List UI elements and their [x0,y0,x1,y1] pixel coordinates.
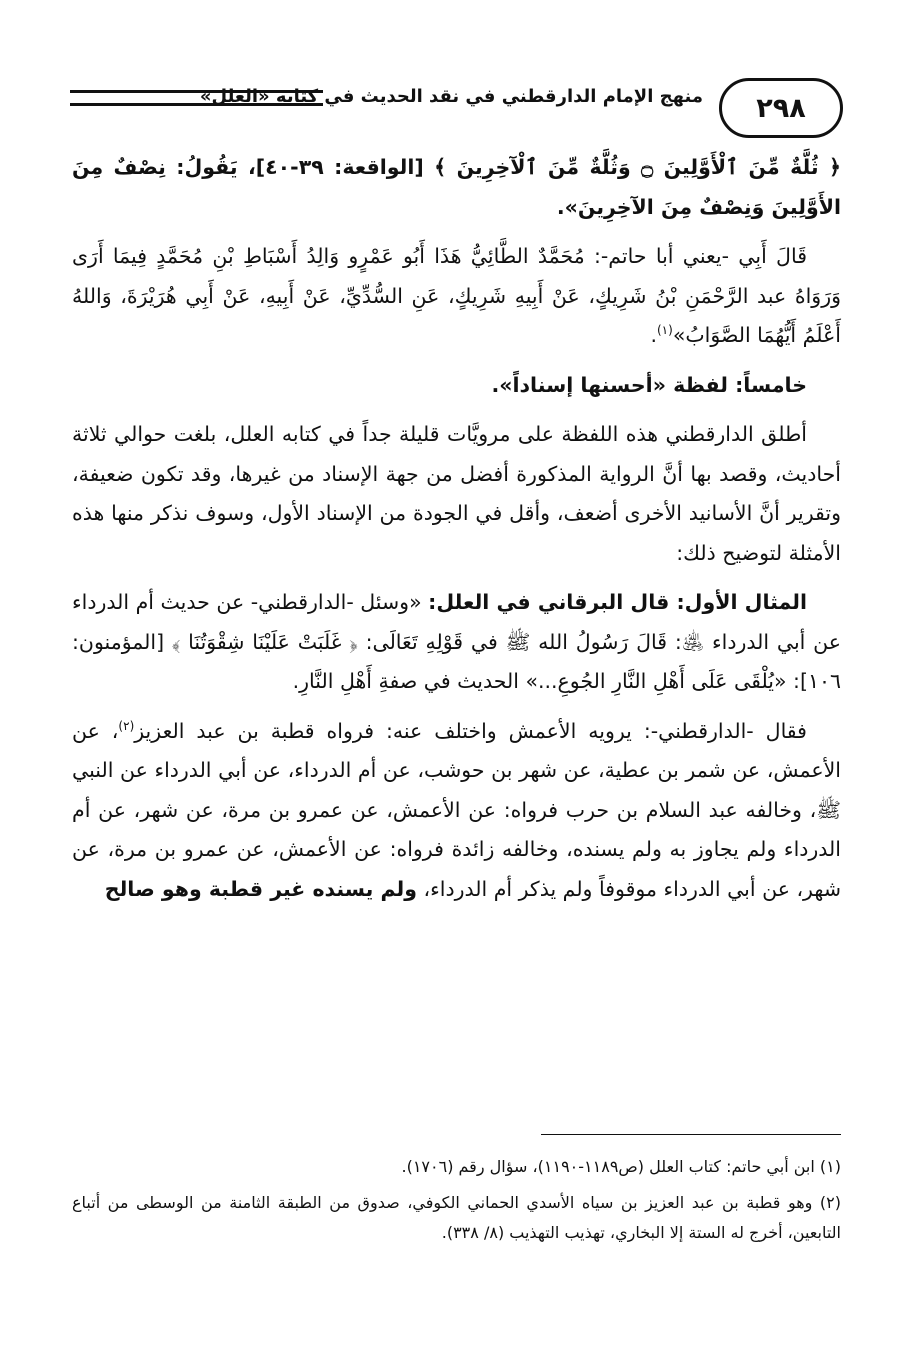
paragraph-text: ، عن الأعمش، عن شمر بن عطية، عن شهر بن حوشب، عن أم الدرداء، عن أبي الدرداء عن النبي ﷺ، وخالفه عبد السلام بن حرب فرواه: عن الأعمش، عن عمرو بن مرة، عن شهر، عن أم الدرداء ولم يجاوز به ولم يسنده، وخالفه زائدة فرواه: عن الأعمش، عن عمرو بن مرة، عن شهر، عن أبي الدرداء موقوفاً ولم يذكر أم الدرداء، [72,718,841,901]
paragraph-quran-quote [72,148,841,227]
paragraph-text: ﴿ ثُلَّةٌ مِّنَ ٱلْأَوَّلِينَ ۝ وَثُلَّةٌ مِّنَ ٱلْآخِرِينَ ﴾ [الواقعة: ٣٩-٤٠]، يَقُولُ: نِصْفٌ مِنَ الأَوَّلِينَ وَنِصْفٌ مِنَ الآخِرِينَ». [72,155,841,219]
paragraph-text: قَالَ أَبِي -يعني أبا حاتم-: مُحَمَّدٌ الطَّائِيُّ هَذَا أَبُو عَمْرٍو وَالِدُ أَسْبَاطِ بْنِ مُحَمَّدٍ فِيمَا أَرَى وَرَوَاهُ عبد الرَّحْمَنِ بْنُ شَرِيكٍ، عَنْ أَبِيهِ شَرِيكٍ، عَنِ السُّدِّيِّ، عَنْ أَبِيهِ، عَنْ أَبِي هُرَيْرَةَ، وَاللهُ أَعْلَمُ أَيُّهُمَا الصَّوَابُ» [72,244,841,347]
paragraph-end: . [650,323,657,347]
paragraph-daraqutni-answer [72,712,841,910]
running-header [70,78,843,142]
paragraph-example-one [72,583,841,702]
paragraph-intro: أطلق الدارقطني هذه اللفظة على مرويَّات قليلة جداً في كتابه العلل، بلغت حوالي ثلاثة أحاديث، وقصد بها أنَّ الرواية المذكورة أفضل من جهة الإسناد من غيرها، وقد تكون ضعيفة، وتقرير أنَّ الأسانيد الأخرى أضعف، وأقل في الجودة من الإسناد الأول، وسوف نذكر منها هذه الأمثلة لتوضيح ذلك: [72,422,841,565]
page-body [72,148,841,919]
footnote-separator [541,1134,841,1135]
footnote-2: (٢) وهو قطبة بن عبد العزيز بن سياه الأسدي الحماني الكوفي، صدوق من الطبقة الثامنة من الوسطى من أتباع التابعين، أخرج له الستة إلا البخاري، تهذيب التهذيب (٨/ ٣٣٨). [72,1193,841,1242]
page-number-badge: ٢٩٨ [719,78,843,138]
paragraph-text: فقال -الدارقطني-: يرويه الأعمش واختلف عنه: فرواه قطبة بن عبد العزيز [134,718,807,743]
paragraph-text: «وسئل -الدارقطني- عن حديث أم الدرداء عن أبي الدرداء ﵁: قَالَ رَسُولُ الله ﷺ في قَوْلِهِ تَعَالَى: ﴿ غَلَبَتْ عَلَيْنَا شِقْوَتُنَا ﴾ [المؤمنون: ١٠٦]: «يُلْقَى عَلَى أَهْلِ النَّارِ الجُوعِ...» الحديث في صفةِ أَهْلِ النَّارِ. [72,590,841,693]
paragraph-bold-text: ولم يسنده غير قطبة وهو صالح [104,876,417,901]
footnote-ref-1[interactable]: (١) [656,323,673,338]
footnote-1: (١) ابن أبي حاتم: كتاب العلل (ص١١٨٩-١١٩٠)، سؤال رقم (١٧٠٦). [401,1157,841,1176]
example-lead: المثال الأول: قال البرقاني في العلل: [428,590,807,614]
footnote-ref-2[interactable]: (٢) [118,718,135,733]
footnotes [72,1152,841,1254]
running-title: منهج الإمام الدارقطني في نقد الحديث في كتابه «العلل» [199,86,703,107]
section-heading: خامساً: لفظة «أحسنها إسناداً». [491,372,807,397]
paragraph-abu-hatim [72,237,841,356]
header-double-rule [70,90,323,106]
